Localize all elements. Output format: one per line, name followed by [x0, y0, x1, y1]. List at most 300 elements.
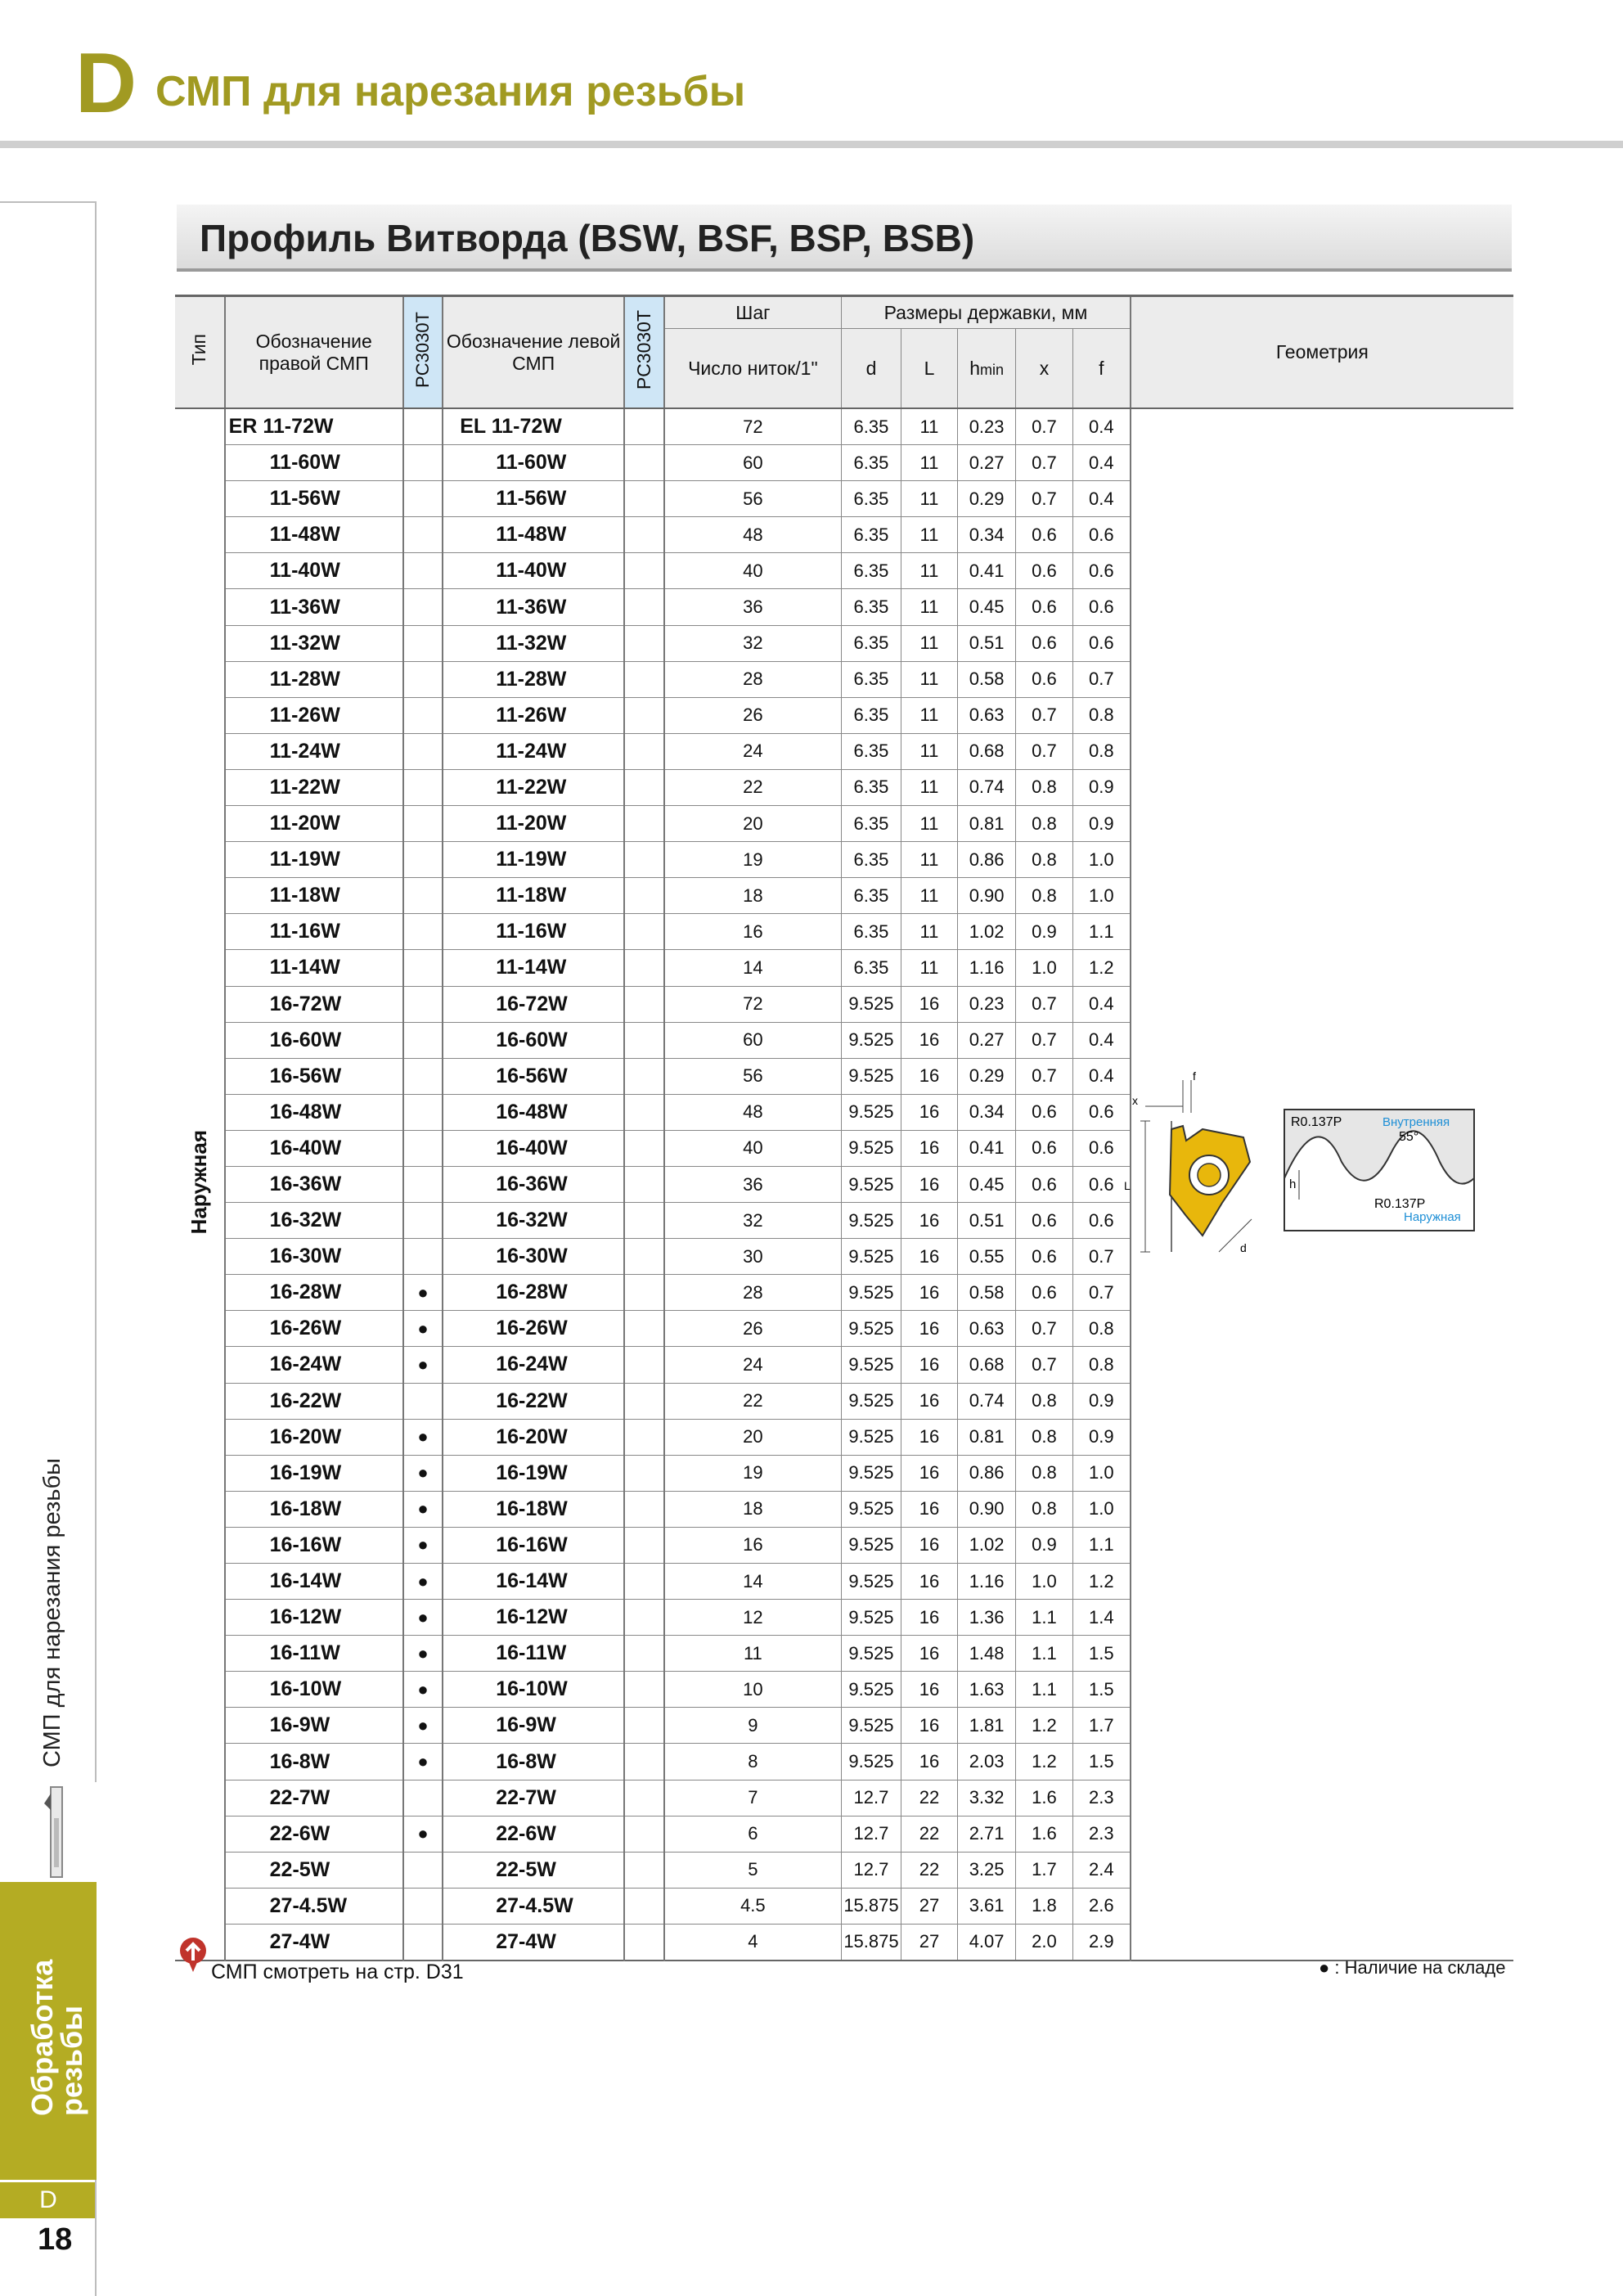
left-prefix: EL [460, 415, 486, 439]
left-designation [443, 1491, 624, 1527]
col-pc1-header [403, 296, 443, 409]
geometry-diagram [1121, 1056, 1497, 1268]
left-code: 11-32W [496, 631, 567, 655]
holder-d: 12.7 [842, 1816, 901, 1852]
holder-d: 6.35 [842, 769, 901, 805]
holder-L: 16 [901, 1744, 957, 1780]
right-designation [225, 1600, 403, 1636]
left-designation [443, 1852, 624, 1888]
right-designation [225, 697, 403, 733]
threads-per-inch: 12 [664, 1600, 842, 1636]
h-header-sub: min [979, 361, 1004, 378]
right-code: 27-4.5W [269, 1893, 348, 1917]
holder-h: 0.27 [958, 1022, 1016, 1058]
holder-x: 1.2 [1016, 1708, 1073, 1744]
holder-x: 0.7 [1016, 1311, 1073, 1347]
right-designation [225, 517, 403, 553]
stock-mark-left [624, 878, 664, 914]
right-designation [225, 1058, 403, 1094]
right-designation [225, 1564, 403, 1600]
threads-per-inch: 4.5 [664, 1888, 842, 1924]
left-designation [443, 1275, 624, 1311]
holder-f: 0.9 [1072, 1383, 1130, 1419]
stock-mark [403, 1383, 443, 1419]
stock-mark-left [624, 1311, 664, 1347]
insert-label-f: f [1193, 1069, 1196, 1083]
left-code: 11-48W [496, 523, 567, 547]
holder-f: 0.8 [1072, 733, 1130, 769]
holder-x: 1.1 [1016, 1672, 1073, 1708]
left-code: 11-26W [496, 703, 567, 727]
col-holder-header: Размеры державки, мм [842, 296, 1131, 329]
stock-mark-left [624, 1852, 664, 1888]
holder-L: 11 [901, 517, 957, 553]
stock-mark-left [624, 517, 664, 553]
stock-mark-left [624, 842, 664, 878]
right-designation [225, 1708, 403, 1744]
threads-per-inch: 14 [664, 1564, 842, 1600]
holder-d: 12.7 [842, 1780, 901, 1816]
stock-mark: ● [403, 1708, 443, 1744]
holder-f: 0.9 [1072, 769, 1130, 805]
holder-d: 9.525 [842, 1491, 901, 1527]
holder-d: 9.525 [842, 1564, 901, 1600]
holder-d: 6.35 [842, 878, 901, 914]
holder-h: 0.45 [958, 1166, 1016, 1202]
right-designation [225, 553, 403, 589]
stock-mark [403, 697, 443, 733]
holder-L: 16 [901, 1708, 957, 1744]
holder-d: 15.875 [842, 1924, 901, 1961]
pc1-header-text: PC3030T [411, 312, 433, 388]
right-designation [225, 1888, 403, 1924]
holder-f: 1.0 [1072, 1491, 1130, 1527]
holder-L: 16 [901, 1672, 957, 1708]
right-code: 11-28W [269, 667, 340, 691]
threads-per-inch: 16 [664, 1527, 842, 1563]
left-designation [443, 1816, 624, 1852]
holder-d: 6.35 [842, 950, 901, 986]
left-code: 11-60W [496, 451, 567, 475]
holder-h: 0.63 [958, 1311, 1016, 1347]
left-designation [443, 1924, 624, 1961]
holder-f: 0.9 [1072, 806, 1130, 842]
right-code: 16-22W [269, 1389, 342, 1412]
holder-h: 0.34 [958, 1094, 1016, 1130]
threads-per-inch: 10 [664, 1672, 842, 1708]
holder-x: 1.0 [1016, 950, 1073, 986]
stock-mark [403, 1924, 443, 1961]
left-code: 22-5W [496, 1857, 556, 1881]
holder-h: 3.25 [958, 1852, 1016, 1888]
holder-x: 0.8 [1016, 842, 1073, 878]
stock-mark-left [624, 481, 664, 517]
threads-per-inch: 28 [664, 661, 842, 697]
right-designation [225, 408, 403, 445]
holder-x: 0.8 [1016, 1491, 1073, 1527]
stock-mark: ● [403, 1672, 443, 1708]
left-code: 11-20W [496, 812, 567, 835]
holder-L: 11 [901, 950, 957, 986]
right-designation [225, 1636, 403, 1672]
left-code: 22-6W [496, 1821, 556, 1845]
left-code: 22-7W [496, 1785, 556, 1809]
threads-per-inch: 40 [664, 1130, 842, 1166]
left-code: 11-24W [496, 739, 567, 763]
threads-per-inch: 32 [664, 1203, 842, 1239]
left-code: 11-28W [496, 667, 567, 691]
threads-per-inch: 22 [664, 769, 842, 805]
holder-L: 16 [901, 986, 957, 1022]
holder-f: 0.9 [1072, 1419, 1130, 1455]
threads-per-inch: 72 [664, 986, 842, 1022]
left-designation [443, 1383, 624, 1419]
holder-f: 0.8 [1072, 1311, 1130, 1347]
right-code: 16-48W [269, 1100, 342, 1123]
holder-L: 16 [901, 1094, 957, 1130]
holder-d: 6.35 [842, 553, 901, 589]
col-geometry-header: Геометрия [1131, 296, 1513, 409]
holder-L: 11 [901, 914, 957, 950]
left-designation [443, 553, 624, 589]
holder-d: 6.35 [842, 517, 901, 553]
left-code: 16-22W [496, 1389, 568, 1412]
stock-mark: ● [403, 1564, 443, 1600]
holder-h: 0.27 [958, 445, 1016, 481]
holder-L: 16 [901, 1636, 957, 1672]
right-code: 16-14W [269, 1569, 342, 1593]
right-designation [225, 1491, 403, 1527]
profile-label-r-bottom: R0.137P [1374, 1197, 1426, 1211]
holder-x: 0.7 [1016, 481, 1073, 517]
holder-h: 0.55 [958, 1239, 1016, 1275]
threads-per-inch: 24 [664, 1347, 842, 1383]
left-designation [443, 697, 624, 733]
holder-h: 0.81 [958, 1419, 1016, 1455]
right-code: 16-12W [269, 1605, 342, 1629]
left-code: 16-26W [496, 1317, 568, 1340]
holder-L: 11 [901, 408, 957, 445]
left-designation [443, 806, 624, 842]
right-designation [225, 1816, 403, 1852]
right-designation [225, 1275, 403, 1311]
stock-mark-left [624, 553, 664, 589]
stock-mark: ● [403, 1816, 443, 1852]
holder-f: 0.4 [1089, 416, 1114, 437]
holder-h: 0.29 [958, 481, 1016, 517]
threads-per-inch: 20 [664, 806, 842, 842]
holder-h: 1.02 [958, 914, 1016, 950]
holder-d: 9.525 [842, 1455, 901, 1491]
right-designation [225, 1455, 403, 1491]
threads-per-inch: 14 [664, 950, 842, 986]
stock-mark [403, 1166, 443, 1202]
stock-mark [403, 1130, 443, 1166]
holder-L: 11 [901, 481, 957, 517]
right-code: 11-40W [269, 559, 340, 583]
holder-x: 0.6 [1016, 1239, 1073, 1275]
holder-x: 0.8 [1016, 1455, 1073, 1491]
threads-per-inch: 5 [664, 1852, 842, 1888]
threads-per-inch: 26 [664, 697, 842, 733]
h-header-main: h [969, 357, 980, 379]
stock-mark-left [624, 914, 664, 950]
holder-x: 0.8 [1016, 1419, 1073, 1455]
stock-mark [403, 661, 443, 697]
holder-d: 9.525 [842, 1203, 901, 1239]
holder-h: 0.23 [958, 986, 1016, 1022]
holder-d: 9.525 [842, 1239, 901, 1275]
threads-per-inch: 48 [664, 517, 842, 553]
holder-f: 2.4 [1072, 1852, 1130, 1888]
left-designation [443, 1564, 624, 1600]
stock-mark: ● [403, 1491, 443, 1527]
holder-x: 1.0 [1016, 1564, 1073, 1600]
left-designation [443, 986, 624, 1022]
holder-d: 15.875 [842, 1888, 901, 1924]
right-designation [225, 1672, 403, 1708]
holder-f: 1.0 [1072, 1455, 1130, 1491]
right-code: 16-10W [269, 1677, 342, 1701]
page-title: СМП для нарезания резьбы [155, 68, 746, 115]
right-code: 11-14W [269, 956, 340, 979]
left-code: 16-20W [496, 1425, 568, 1448]
stock-mark-left [624, 661, 664, 697]
holder-h: 0.41 [958, 1130, 1016, 1166]
right-code: 16-11W [269, 1641, 340, 1665]
holder-x: 0.6 [1016, 661, 1073, 697]
holder-L: 27 [901, 1888, 957, 1924]
holder-h: 0.90 [958, 878, 1016, 914]
col-f-header: f [1072, 329, 1130, 409]
left-designation [443, 1203, 624, 1239]
left-designation [443, 1780, 624, 1816]
right-designation [225, 1744, 403, 1780]
holder-L: 16 [901, 1058, 957, 1094]
holder-d: 9.525 [842, 1275, 901, 1311]
right-designation [225, 1166, 403, 1202]
holder-L: 16 [901, 1166, 957, 1202]
right-designation [225, 1383, 403, 1419]
left-designation [443, 1455, 624, 1491]
threads-per-inch: 32 [664, 625, 842, 661]
right-code: 22-5W [269, 1857, 330, 1881]
right-designation [225, 1419, 403, 1455]
right-designation [225, 733, 403, 769]
col-pc2-header [624, 296, 664, 409]
holder-x: 0.6 [1016, 1275, 1073, 1311]
holder-d: 9.525 [842, 1672, 901, 1708]
holder-f: 1.1 [1072, 914, 1130, 950]
left-code: 16-36W [496, 1173, 568, 1196]
holder-f: 2.6 [1072, 1888, 1130, 1924]
stock-mark [403, 1203, 443, 1239]
stock-mark-left [624, 1022, 664, 1058]
holder-d: 12.7 [842, 1852, 901, 1888]
stock-mark-left [624, 769, 664, 805]
profile-label-r-top: R0.137P [1291, 1115, 1342, 1129]
stock-mark [403, 1888, 443, 1924]
holder-x: 1.1 [1016, 1636, 1073, 1672]
left-code: 11-36W [496, 595, 567, 619]
pc2-header-text: PC3030T [632, 309, 654, 390]
page-reference: СМП смотреть на стр. D31 [211, 1961, 464, 1983]
left-designation [443, 1094, 624, 1130]
stock-mark-left [624, 733, 664, 769]
stock-mark-left [624, 1816, 664, 1852]
sidebar-tab-label: Обработка резьбы [25, 1959, 88, 2116]
right-designation [225, 986, 403, 1022]
stock-mark [403, 986, 443, 1022]
holder-h: 0.23 [958, 408, 1016, 445]
right-code: 11-26W [269, 703, 340, 727]
holder-d: 9.525 [842, 1383, 901, 1419]
right-designation [225, 445, 403, 481]
left-code: 11-16W [496, 920, 567, 943]
left-code: 16-48W [496, 1100, 568, 1123]
holder-h: 1.02 [958, 1527, 1016, 1563]
left-code: 16-11W [496, 1641, 567, 1665]
right-designation [225, 878, 403, 914]
holder-L: 11 [901, 806, 957, 842]
holder-L: 11 [901, 842, 957, 878]
stock-mark: ● [403, 1419, 443, 1455]
left-code: 16-12W [496, 1605, 568, 1629]
holder-f: 0.6 [1072, 589, 1130, 625]
right-code: 16-19W [269, 1461, 342, 1484]
stock-mark [403, 1780, 443, 1816]
threads-per-inch: 9 [664, 1708, 842, 1744]
right-code: 11-32W [269, 631, 340, 655]
right-designation [225, 1094, 403, 1130]
holder-L: 11 [901, 589, 957, 625]
threads-per-inch: 16 [664, 914, 842, 950]
left-designation [443, 1708, 624, 1744]
col-type-header [175, 296, 225, 409]
stock-mark-left [624, 445, 664, 481]
left-designation [443, 1672, 624, 1708]
holder-x: 0.8 [1016, 806, 1073, 842]
holder-x: 1.1 [1016, 1600, 1073, 1636]
holder-f: 0.6 [1072, 1094, 1130, 1130]
holder-d: 6.35 [842, 481, 901, 517]
page-reference-icon [177, 1936, 209, 1975]
holder-h: 0.68 [958, 733, 1016, 769]
stock-mark [403, 950, 443, 986]
stock-mark [403, 769, 443, 805]
holder-h: 0.45 [958, 589, 1016, 625]
holder-L: 16 [901, 1130, 957, 1166]
right-code: 16-72W [269, 992, 342, 1015]
page-number: 18 [38, 2222, 73, 2257]
holder-h: 0.68 [958, 1347, 1016, 1383]
holder-L: 11 [901, 769, 957, 805]
holder-x: 0.8 [1016, 1383, 1073, 1419]
holder-x: 1.8 [1016, 1888, 1073, 1924]
holder-h: 0.81 [958, 806, 1016, 842]
holder-h: 0.86 [958, 1455, 1016, 1491]
left-designation [443, 878, 624, 914]
left-designation [443, 625, 624, 661]
holder-d: 9.525 [842, 1636, 901, 1672]
right-prefix: ER [228, 415, 258, 439]
right-code: 16-56W [269, 1064, 342, 1087]
holder-h: 0.58 [958, 1275, 1016, 1311]
holder-f: 0.6 [1072, 1203, 1130, 1239]
left-code: 27-4W [496, 1929, 556, 1953]
stock-mark-left [624, 1600, 664, 1636]
left-code: 16-14W [496, 1569, 568, 1593]
col-pitch-header: Шаг [664, 296, 842, 329]
threads-per-inch: 56 [664, 481, 842, 517]
holder-x: 1.6 [1016, 1780, 1073, 1816]
threads-per-inch: 7 [664, 1780, 842, 1816]
left-designation [443, 1600, 624, 1636]
left-designation [443, 842, 624, 878]
stock-mark-left [624, 1275, 664, 1311]
profile-label-external: Наружная [1404, 1210, 1461, 1224]
header-row-1 [175, 296, 1513, 329]
stock-mark: ● [403, 1636, 443, 1672]
left-code: 16-56W [496, 1064, 568, 1087]
holder-h: 0.90 [958, 1491, 1016, 1527]
holder-f: 0.7 [1072, 1275, 1130, 1311]
holder-L: 16 [901, 1600, 957, 1636]
right-code: 11-36W [269, 595, 340, 619]
threads-per-inch: 11 [664, 1636, 842, 1672]
left-designation [443, 517, 624, 553]
holder-x: 0.7 [1016, 1347, 1073, 1383]
stock-mark-left [624, 986, 664, 1022]
stock-mark-left [624, 408, 664, 445]
threads-per-inch: 40 [664, 553, 842, 589]
left-code: 16-19W [496, 1461, 568, 1484]
holder-L: 16 [901, 1275, 957, 1311]
right-code: 16-20W [269, 1425, 342, 1448]
holder-d: 6.35 [842, 625, 901, 661]
holder-f: 1.5 [1072, 1672, 1130, 1708]
holder-f: 0.7 [1072, 661, 1130, 697]
left-code: 11-18W [496, 884, 567, 907]
holder-d: 6.35 [842, 408, 901, 445]
stock-mark-left [624, 1455, 664, 1491]
stock-mark-left [624, 1924, 664, 1961]
stock-mark: ● [403, 1347, 443, 1383]
stock-mark-left [624, 1708, 664, 1744]
col-right-header: Обозначение правой СМП [225, 296, 403, 409]
stock-mark [403, 1058, 443, 1094]
right-code: 16-26W [269, 1317, 342, 1340]
holder-h: 0.34 [958, 517, 1016, 553]
holder-L: 16 [901, 1022, 957, 1058]
holder-x: 0.9 [1016, 914, 1073, 950]
threads-per-inch: 18 [664, 878, 842, 914]
stock-mark-left [624, 1564, 664, 1600]
holder-x: 0.6 [1016, 1130, 1073, 1166]
sidebar-section-text: СМП для нарезания резьбы [39, 1458, 65, 1767]
left-designation [443, 1239, 624, 1275]
holder-d: 9.525 [842, 1527, 901, 1563]
holder-f: 1.0 [1072, 842, 1130, 878]
holder-f: 0.6 [1072, 1130, 1130, 1166]
threads-per-inch: 20 [664, 1419, 842, 1455]
holder-h: 1.81 [958, 1708, 1016, 1744]
stock-mark [403, 1852, 443, 1888]
right-designation [225, 1924, 403, 1961]
holder-L: 16 [901, 1419, 957, 1455]
right-designation [225, 806, 403, 842]
holder-x: 0.7 [1016, 1058, 1073, 1094]
